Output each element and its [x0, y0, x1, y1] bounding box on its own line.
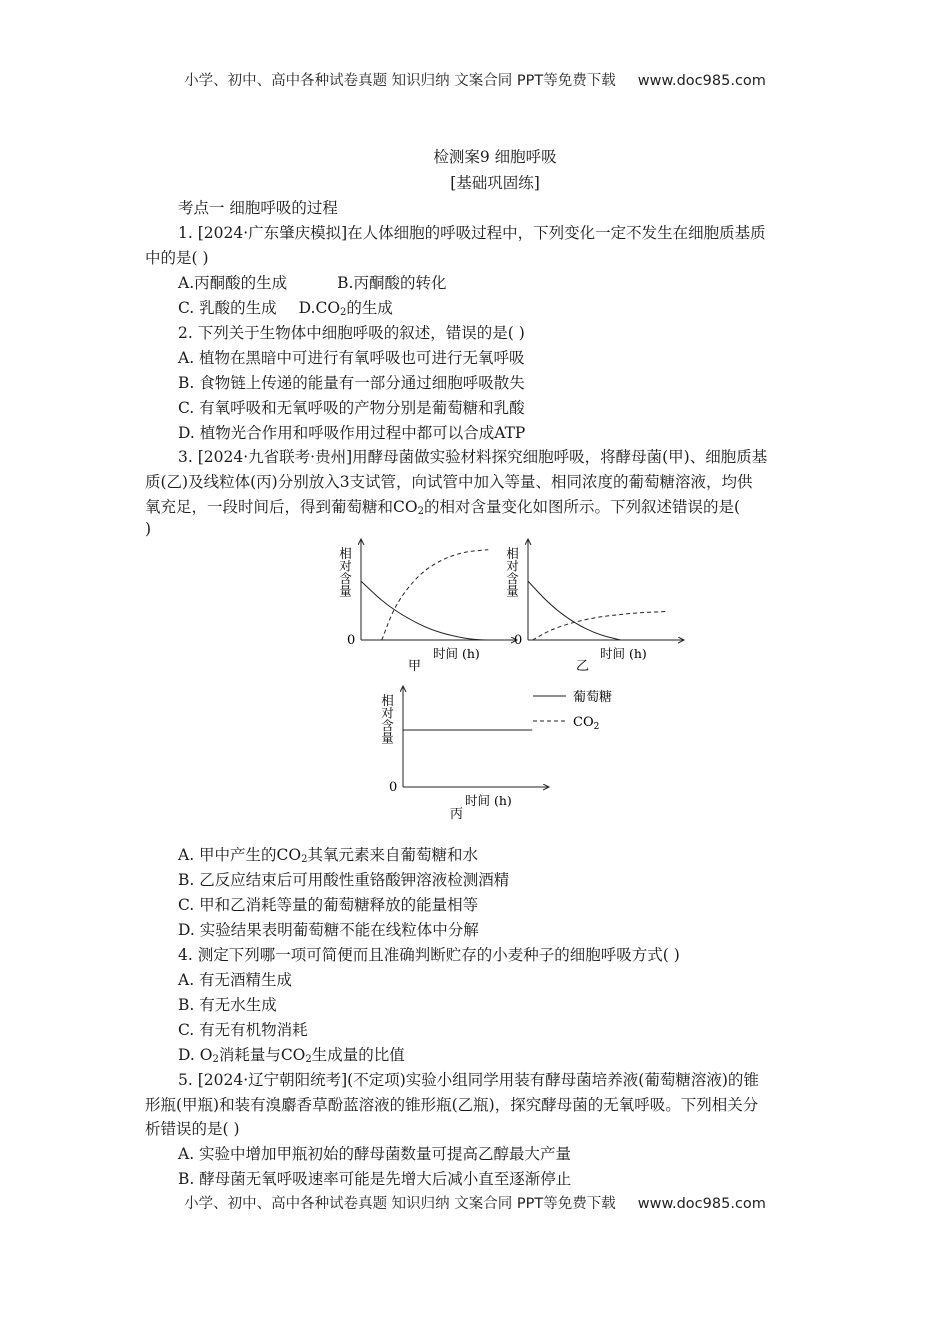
origin-label: 0	[389, 780, 398, 795]
panel-label: 甲	[408, 659, 422, 674]
q5-stem-line3: 析错误的是( )	[145, 1120, 240, 1138]
q1-option-b[interactable]: B.丙酮酸的转化	[337, 274, 447, 292]
q4-option-c[interactable]: C. 有无有机物消耗	[178, 1021, 308, 1039]
origin-label: 0	[514, 633, 523, 648]
page-subtitle: [基础巩固练]	[450, 174, 540, 192]
y-axis-label: 相对含量	[379, 694, 395, 744]
q3-stem-line1: 3. [2024·九省联考·贵州]用酵母菌做实验材料探究细胞呼吸，将酵母菌(甲)、细胞质基	[178, 448, 768, 466]
co2-curve	[382, 550, 488, 640]
x-axis-label: 时间 (h)	[433, 646, 480, 661]
q3-option-a[interactable]: A. 甲中产生的$CO_2$其氧元素来自葡萄糖和水	[178, 846, 479, 865]
glucose-curve	[361, 581, 500, 640]
q4-stem: 4. 测定下列哪一项可简便而且准确判断贮存的小麦种子的细胞呼吸方式( )	[178, 946, 680, 964]
x-axis-label: 时间 (h)	[600, 646, 647, 661]
x-axis-label: 时间 (h)	[465, 793, 512, 808]
co2-curve	[533, 612, 667, 641]
q1-option-d[interactable]: $D.CO_2$的生成	[298, 299, 393, 318]
q3-option-d[interactable]: D. 实验结果表明葡萄糖不能在线粒体中分解	[178, 921, 479, 939]
origin-label: 0	[347, 633, 356, 648]
q5-option-a[interactable]: A. 实验中增加甲瓶初始的酵母菌数量可提高乙醇最大产量	[178, 1145, 572, 1163]
q4-option-d[interactable]: D. $O_2$消耗量与$CO_2$生成量的比值	[178, 1046, 405, 1065]
panel-label: 丙	[450, 807, 464, 822]
q3-option-c[interactable]: C. 甲和乙消耗等量的葡萄糖释放的能量相等	[178, 896, 479, 914]
q1-stem-line2: 中的是( )	[145, 249, 209, 267]
q5-stem-line2: 形瓶(甲瓶)和装有溴麝香草酚蓝溶液的锥形瓶(乙瓶)，探究酵母菌的无氧呼吸。下列相关分	[145, 1096, 759, 1114]
q2-stem: 2. 下列关于生物体中细胞呼吸的叙述，错误的是( )	[178, 324, 525, 342]
footer-site-link[interactable]: www.doc985.com	[637, 1196, 766, 1212]
q4-option-b[interactable]: B. 有无水生成	[178, 996, 277, 1014]
q1-option-a[interactable]: A.丙酮酸的生成	[178, 274, 288, 292]
q1-option-c[interactable]: C. 乳酸的生成	[178, 299, 277, 317]
q1-stem-line1: 1. [2024·广东肇庆模拟]在人体细胞的呼吸过程中，下列变化一定不发生在细胞质基质	[178, 224, 766, 242]
q3-stem-line2: 质(乙)及线粒体(丙)分别放入3支试管，向试管中加入等量、相同浓度的葡萄糖溶液，均供	[145, 473, 753, 491]
header-site-link[interactable]: www.doc985.com	[637, 73, 766, 89]
q5-option-b[interactable]: B. 酵母菌无氧呼吸速率可能是先增大后减小直至逐渐停止	[178, 1170, 572, 1188]
panel-label: 乙	[576, 659, 590, 674]
y-axis-label: 相对含量	[337, 547, 353, 597]
q2-option-a[interactable]: A. 植物在黑暗中可进行有氧呼吸也可进行无氧呼吸	[178, 349, 525, 367]
q3-option-b[interactable]: B. 乙反应结束后可用酸性重铬酸钾溶液检测酒精	[178, 871, 510, 889]
q5-stem-line1: 5. [2024·辽宁朝阳统考](不定项)实验小组同学用装有酵母菌培养液(葡萄糖溶液)的锥	[178, 1071, 759, 1089]
chart-jia	[338, 539, 518, 674]
page-title: 检测案9 细胞呼吸	[433, 148, 557, 166]
header-text: 小学、初中、高中各种试卷真题 知识归纳 文案合同 PPT等免费下载	[184, 73, 616, 89]
section-heading: 考点一 细胞呼吸的过程	[178, 199, 338, 217]
page-footer	[0, 1192, 950, 1213]
chart-bing	[380, 686, 550, 822]
q2-option-d[interactable]: D. 植物光合作用和呼吸作用过程中都可以合成ATP	[178, 424, 526, 442]
q3-stem-line3: 氧充足，一段时间后，得到葡萄糖和$CO_2$的相对含量变化如图所示。下列叙述错误的是(	[145, 498, 741, 517]
chart-yi	[505, 539, 685, 674]
legend-co2-label: $CO_2$	[573, 715, 600, 732]
y-axis-label: 相对含量	[504, 547, 520, 597]
q2-option-b[interactable]: B. 食物链上传递的能量有一部分通过细胞呼吸散失	[178, 374, 525, 392]
q4-option-a[interactable]: A. 有无酒精生成	[178, 971, 293, 989]
footer-text: 小学、初中、高中各种试卷真题 知识归纳 文案合同 PPT等免费下载	[184, 1196, 616, 1212]
q2-option-c[interactable]: C. 有氧呼吸和无氧呼吸的产物分别是葡萄糖和乳酸	[178, 399, 525, 417]
glucose-curve	[528, 581, 620, 640]
q3-stem-line4: )	[145, 520, 152, 538]
chart-legend	[533, 689, 612, 732]
legend-glucose-label: 葡萄糖	[573, 690, 613, 705]
